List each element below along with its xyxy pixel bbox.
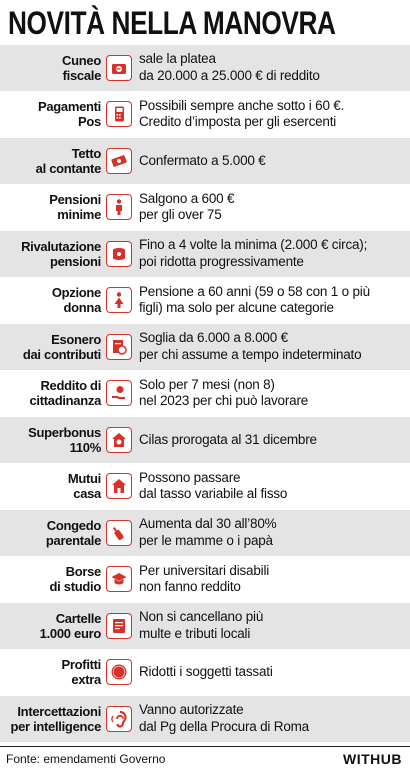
- measure-label-line: dai contributi: [22, 346, 101, 362]
- measure-row: [0, 696, 410, 743]
- measure-description: [139, 191, 410, 224]
- measure-label-line: fiscale: [62, 67, 101, 83]
- measure-label-line: Cuneo: [62, 52, 101, 68]
- measure-row: [0, 324, 410, 371]
- measure-description: [139, 330, 410, 363]
- measure-description: [139, 98, 410, 131]
- graduation-cap-icon: [106, 566, 132, 592]
- wallet-euro-icon: [106, 55, 132, 81]
- measure-label-line: Esonero: [51, 331, 101, 347]
- measure-label-line: casa: [73, 486, 101, 502]
- measure-description-line: non fanno reddito: [139, 579, 241, 595]
- measure-label-line: Intercettazioni: [17, 703, 101, 719]
- measure-row: [0, 371, 410, 418]
- measure-row: [0, 510, 410, 557]
- measure-label-line: Pos: [78, 114, 101, 130]
- measure-row: [0, 185, 410, 232]
- measure-label: [0, 425, 101, 455]
- brand-logo: WITHUB: [343, 750, 402, 767]
- measure-description-line: Pensione a 60 anni (59 o 58 con 1 o più: [139, 283, 370, 299]
- measure-description-line: Salgono a 600 €: [139, 190, 235, 206]
- page-title: NOVITÀ NELLA MANOVRA: [8, 5, 336, 41]
- ear-icon: [106, 706, 132, 732]
- measure-label: [0, 146, 101, 176]
- coins-stack-icon: [106, 241, 132, 267]
- measure-row: [0, 557, 410, 604]
- hand-coin-icon: [106, 380, 132, 406]
- measure-description-line: Confermato a 5.000 €: [139, 152, 266, 168]
- measure-description-line: per chi assume a tempo indeterminato: [139, 346, 362, 362]
- measure-description-line: Possibili sempre anche sotto i 60 €.: [139, 97, 345, 113]
- measure-description-line: figli) ma solo per alcune categorie: [139, 300, 334, 316]
- measure-label: [0, 239, 101, 269]
- measure-label-line: Borse: [65, 564, 101, 580]
- measure-row: [0, 464, 410, 511]
- house-icon: [106, 473, 132, 499]
- source-note: Fonte: emendamenti Governo: [6, 751, 166, 766]
- measure-label: [0, 704, 101, 734]
- measure-description-line: Ridotti i soggetti tassati: [139, 664, 273, 679]
- tax-document-icon: [106, 613, 132, 639]
- measure-row: [0, 417, 410, 464]
- measure-row: [0, 278, 410, 325]
- measure-description-line: per le mamme o i papà: [139, 532, 273, 548]
- measure-row: [0, 138, 410, 185]
- measure-label-line: cittadinanza: [29, 393, 101, 409]
- measure-description: [139, 470, 410, 503]
- woman-icon: [106, 287, 132, 313]
- measure-label: [0, 378, 101, 408]
- measure-description-line: dal tasso variabile al fisso: [139, 486, 288, 502]
- measure-description-line: Soglia da 6.000 a 8.000 €: [139, 330, 288, 346]
- measures-list: [0, 45, 410, 743]
- measure-description: [139, 432, 410, 449]
- baby-bottle-icon: [106, 520, 132, 546]
- measure-row: [0, 231, 410, 278]
- measure-label: [0, 564, 101, 594]
- measure-description-line: dal Pg della Procura di Roma: [139, 718, 309, 734]
- measure-label: [0, 53, 101, 83]
- measure-label-line: Congedo: [46, 517, 101, 533]
- measure-label-line: Tetto: [71, 145, 101, 161]
- measure-row: [0, 650, 410, 697]
- measure-label-line: per intelligence: [10, 718, 101, 734]
- measure-description-line: per gli over 75: [139, 207, 222, 223]
- measure-description-line: poi ridotta progressivamente: [139, 253, 304, 269]
- measure-label: [0, 192, 101, 222]
- measure-row: [0, 45, 410, 92]
- measure-description-line: nel 2023 per chi può lavorare: [139, 393, 309, 409]
- measure-label: [0, 611, 101, 641]
- measure-description-line: Possono passare: [139, 469, 241, 485]
- measure-description: [139, 284, 410, 317]
- measure-description-line: Per universitari disabili: [139, 562, 270, 578]
- measure-label-line: Opzione: [51, 285, 101, 301]
- measure-description: [139, 377, 410, 410]
- measure-description-line: Credito d’imposta per gli esercenti: [139, 114, 337, 130]
- measure-label-line: parentale: [45, 532, 101, 548]
- measure-description: [139, 51, 410, 84]
- measure-description-line: Solo per 7 mesi (non 8): [139, 376, 275, 392]
- measure-row: [0, 603, 410, 650]
- measure-label: [0, 285, 101, 315]
- measure-description: [139, 702, 410, 735]
- footer: [0, 747, 410, 770]
- measure-label-line: di studio: [49, 579, 101, 595]
- measure-label-line: Pensioni: [49, 192, 101, 208]
- measure-description-line: Fino a 4 volte la minima (2.000 € circa);: [139, 237, 368, 253]
- measure-label: [0, 99, 101, 129]
- measure-description: [139, 516, 410, 549]
- measure-label-line: minime: [57, 207, 101, 223]
- measure-description-line: Cilas prorogata al 31 dicembre: [139, 431, 317, 447]
- measure-label-line: pensioni: [49, 253, 101, 269]
- measure-label: [0, 657, 101, 687]
- measure-description: [139, 664, 410, 681]
- measure-label-line: al contante: [35, 160, 101, 176]
- measure-description: [139, 609, 410, 642]
- measure-label-line: extra: [71, 672, 101, 688]
- measure-label: [0, 332, 101, 362]
- measure-description: [139, 153, 410, 170]
- elderly-person-icon: [106, 194, 132, 220]
- measure-description: [139, 237, 410, 270]
- measure-label-line: Superbonus: [28, 424, 101, 440]
- measure-label-line: Cartelle: [55, 610, 101, 626]
- measure-label: [0, 518, 101, 548]
- measure-description-line: sale la platea: [139, 51, 216, 67]
- house-euro-icon: [106, 427, 132, 453]
- measure-label-line: 110%: [69, 439, 101, 455]
- measure-label-line: Reddito di: [40, 378, 101, 394]
- measure-description-line: multe e tributi locali: [139, 625, 251, 641]
- measure-label-line: 1.000 euro: [39, 625, 101, 641]
- measure-label-line: Mutui: [67, 471, 101, 487]
- measure-label: [0, 471, 101, 501]
- measure-description-line: Aumenta dal 30 all’80%: [139, 516, 277, 532]
- extra-stamp-icon: [106, 659, 132, 685]
- measure-description-line: Vanno autorizzate: [139, 702, 244, 718]
- measure-row: [0, 92, 410, 139]
- measure-label-line: Rivalutazione: [21, 238, 101, 254]
- measure-description-line: da 20.000 a 25.000 € di reddito: [139, 67, 320, 83]
- measure-label-line: donna: [63, 300, 101, 316]
- cash-banknote-icon: [106, 148, 132, 174]
- measure-description: [139, 563, 410, 596]
- measure-label-line: Pagamenti: [37, 99, 101, 115]
- measure-label-line: Profitti: [61, 657, 101, 673]
- measure-description-line: Non si cancellano più: [139, 609, 264, 625]
- document-euro-icon: [106, 334, 132, 360]
- pos-terminal-icon: [106, 101, 132, 127]
